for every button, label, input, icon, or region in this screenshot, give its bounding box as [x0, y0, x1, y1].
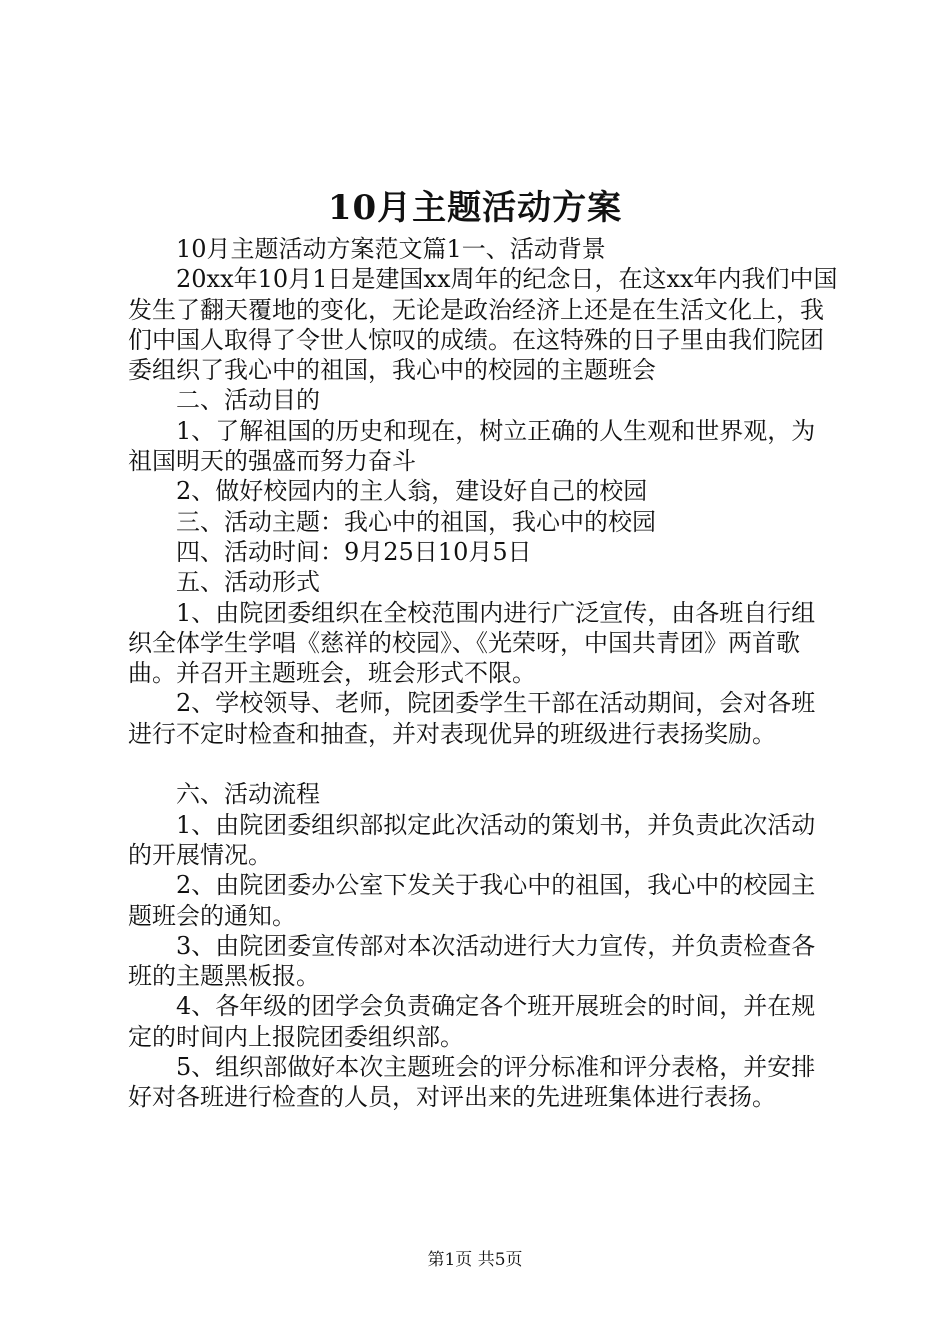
paragraph: 4、各年级的团学会负责确定各个班开展班会的时间，并在规定的时间内上报院团委组织部。	[128, 992, 816, 1051]
paragraph: 2、由院团委办公室下发关于我心中的祖国，我心中的校园主题班会的通知。	[128, 871, 816, 930]
paragraph: 10月主题活动方案范文篇1一、活动背景	[176, 235, 606, 263]
paragraph: 2、做好校园内的主人翁，建设好自己的校园	[176, 477, 648, 506]
paragraph: 2、学校领导、老师，院团委学生干部在活动期间，会对各班进行不定时检查和抽查，并对表现优异的班级进行表扬奖励。	[128, 689, 816, 748]
page-footer: 第1页 共5页	[427, 1250, 523, 1270]
section-heading: 四、活动时间：9月25日10月5日	[176, 537, 532, 566]
paragraph: 5、组织部做好本次主题班会的评分标准和评分表格，并安排好对各班进行检查的人员，对评出来的先进班集体进行表扬。	[128, 1053, 816, 1112]
paragraph: 1、由院团委组织部拟定此次活动的策划书，并负责此次活动的开展情况。	[128, 810, 816, 869]
section-heading: 六、活动流程	[176, 780, 320, 809]
section-heading: 五、活动形式	[176, 568, 320, 597]
paragraph: 3、由院团委宣传部对本次活动进行大力宣传，并负责检查各班的主题黑板报。	[128, 931, 816, 991]
blank-line	[128, 749, 838, 779]
paragraph: 20xx年10月1日是建国xx周年的纪念日，在这xx年内我们中国发生了翻天覆地的变化，无论是政治经济上还是在生活文化上，我们中国人取得了令世人惊叹的成绩。在这特殊的日子里由我们院团委组织了我心中的祖国，我心中的校园的主题班会	[128, 265, 838, 385]
paragraph: 1、由院团委组织在全校范围内进行广泛宣传，由各班自行组织全体学生学唱《慈祥的校园》、《光荣呀，中国共青团》两首歌曲。并召开主题班会，班会形式不限。	[128, 598, 816, 688]
section-heading: 二、活动目的	[176, 386, 320, 415]
section-heading: 三、活动主题：我心中的祖国，我心中的校园	[176, 507, 656, 536]
paragraph: 1、了解祖国的历史和现在，树立正确的人生观和世界观，为祖国明天的强盛而努力奋斗	[128, 416, 816, 476]
document-body	[128, 234, 838, 1113]
document-title: 10月主题活动方案	[327, 188, 623, 228]
